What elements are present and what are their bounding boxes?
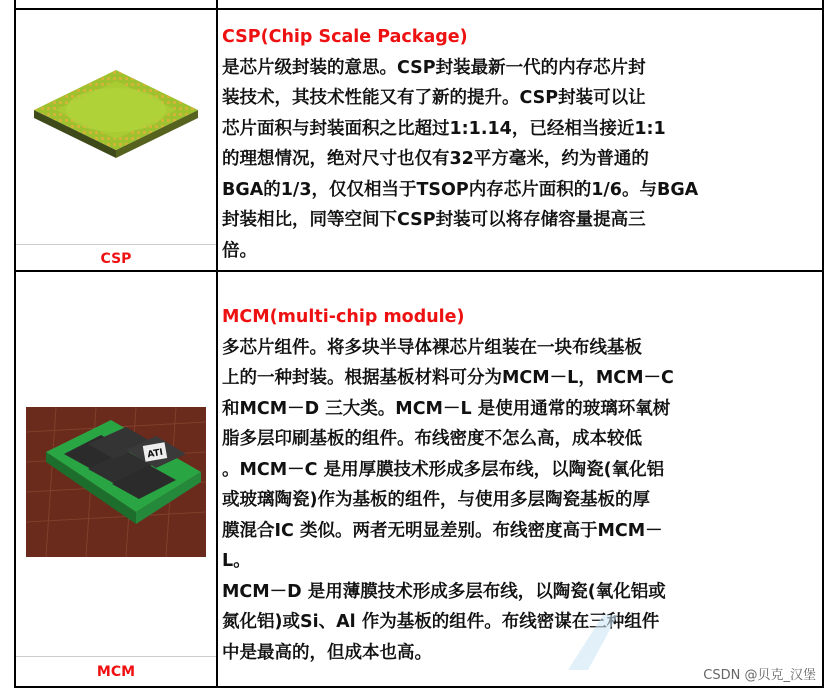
ati-logo-text: ATI [146, 447, 164, 461]
mcm-line: 多芯片组件。将多块半导体裸芯片组装在一块布线基板 [222, 337, 642, 358]
mcm-line: L。 [222, 551, 251, 571]
csp-line: 倍。 [222, 240, 257, 261]
package-table [14, 0, 824, 688]
mcm-line: 脂多层印刷基板的组件。布线密度不怎么高，成本较低 [222, 429, 642, 449]
mcm-line: 上的一种封装。根据基板材料可分为MCM－L，MCM－C [222, 368, 674, 388]
mcm-line: 。MCM－C 是用厚膜技术形成多层布线，以陶瓷(氧化铝 [222, 459, 665, 480]
csp-line: 的理想情况，绝对尺寸也仅有32平方毫米，约为普通的 [222, 149, 649, 169]
row-divider-middle [16, 270, 822, 272]
csp-caption-line [16, 244, 216, 245]
column-divider [216, 0, 218, 686]
mcm-line: 中是最高的，但成本也高。 [222, 642, 432, 663]
mcm-line: 和MCM－D 三大类。MCM－L 是使用通常的玻璃环氧树 [222, 398, 671, 419]
csdn-watermark: CSDN @贝克_汉堡 [703, 668, 816, 683]
mcm-title: MCM(multi-chip module) [222, 307, 465, 327]
csp-line: 封装相比，同等空间下CSP封装可以将存储容量提高三 [222, 210, 646, 230]
mcm-line: 氮化铝)或Si、Al 作为基板的组件。布线密谋在三种组件 [222, 612, 660, 632]
mcm-caption: MCM [96, 664, 136, 680]
csp-line: 装技术，其技术性能又有了新的提升。CSP封装可以让 [222, 88, 646, 108]
csp-chip-image [16, 10, 216, 230]
mcm-chip-image [16, 402, 216, 562]
mcm-caption-line [16, 656, 216, 657]
mcm-line: 或玻璃陶瓷)作为基板的组件，与使用多层陶瓷基板的厚 [222, 490, 650, 510]
mcm-image-cell [16, 402, 216, 562]
csp-line: 是芯片级封装的意思。CSP封装最新一代的内存芯片封 [222, 57, 646, 78]
csp-line: BGA的1/3，仅仅相当于TSOP内存芯片面积的1/6。与BGA [222, 179, 699, 200]
mcm-description [222, 302, 822, 668]
csp-image-cell [16, 10, 216, 270]
csp-caption: CSP [100, 251, 132, 267]
watermark-shape [548, 610, 658, 670]
mcm-line: 膜混合IC 类似。两者无明显差别。布线密度高于MCM－ [222, 520, 663, 541]
csp-title: CSP(Chip Scale Package) [222, 27, 468, 47]
csp-line: 芯片面积与封装面积之比超过1:1.14，已经相当接近1:1 [222, 118, 666, 139]
csp-description [222, 22, 822, 266]
mcm-line: MCM－D 是用薄膜技术形成多层布线，以陶瓷(氧化铝或 [222, 581, 666, 602]
